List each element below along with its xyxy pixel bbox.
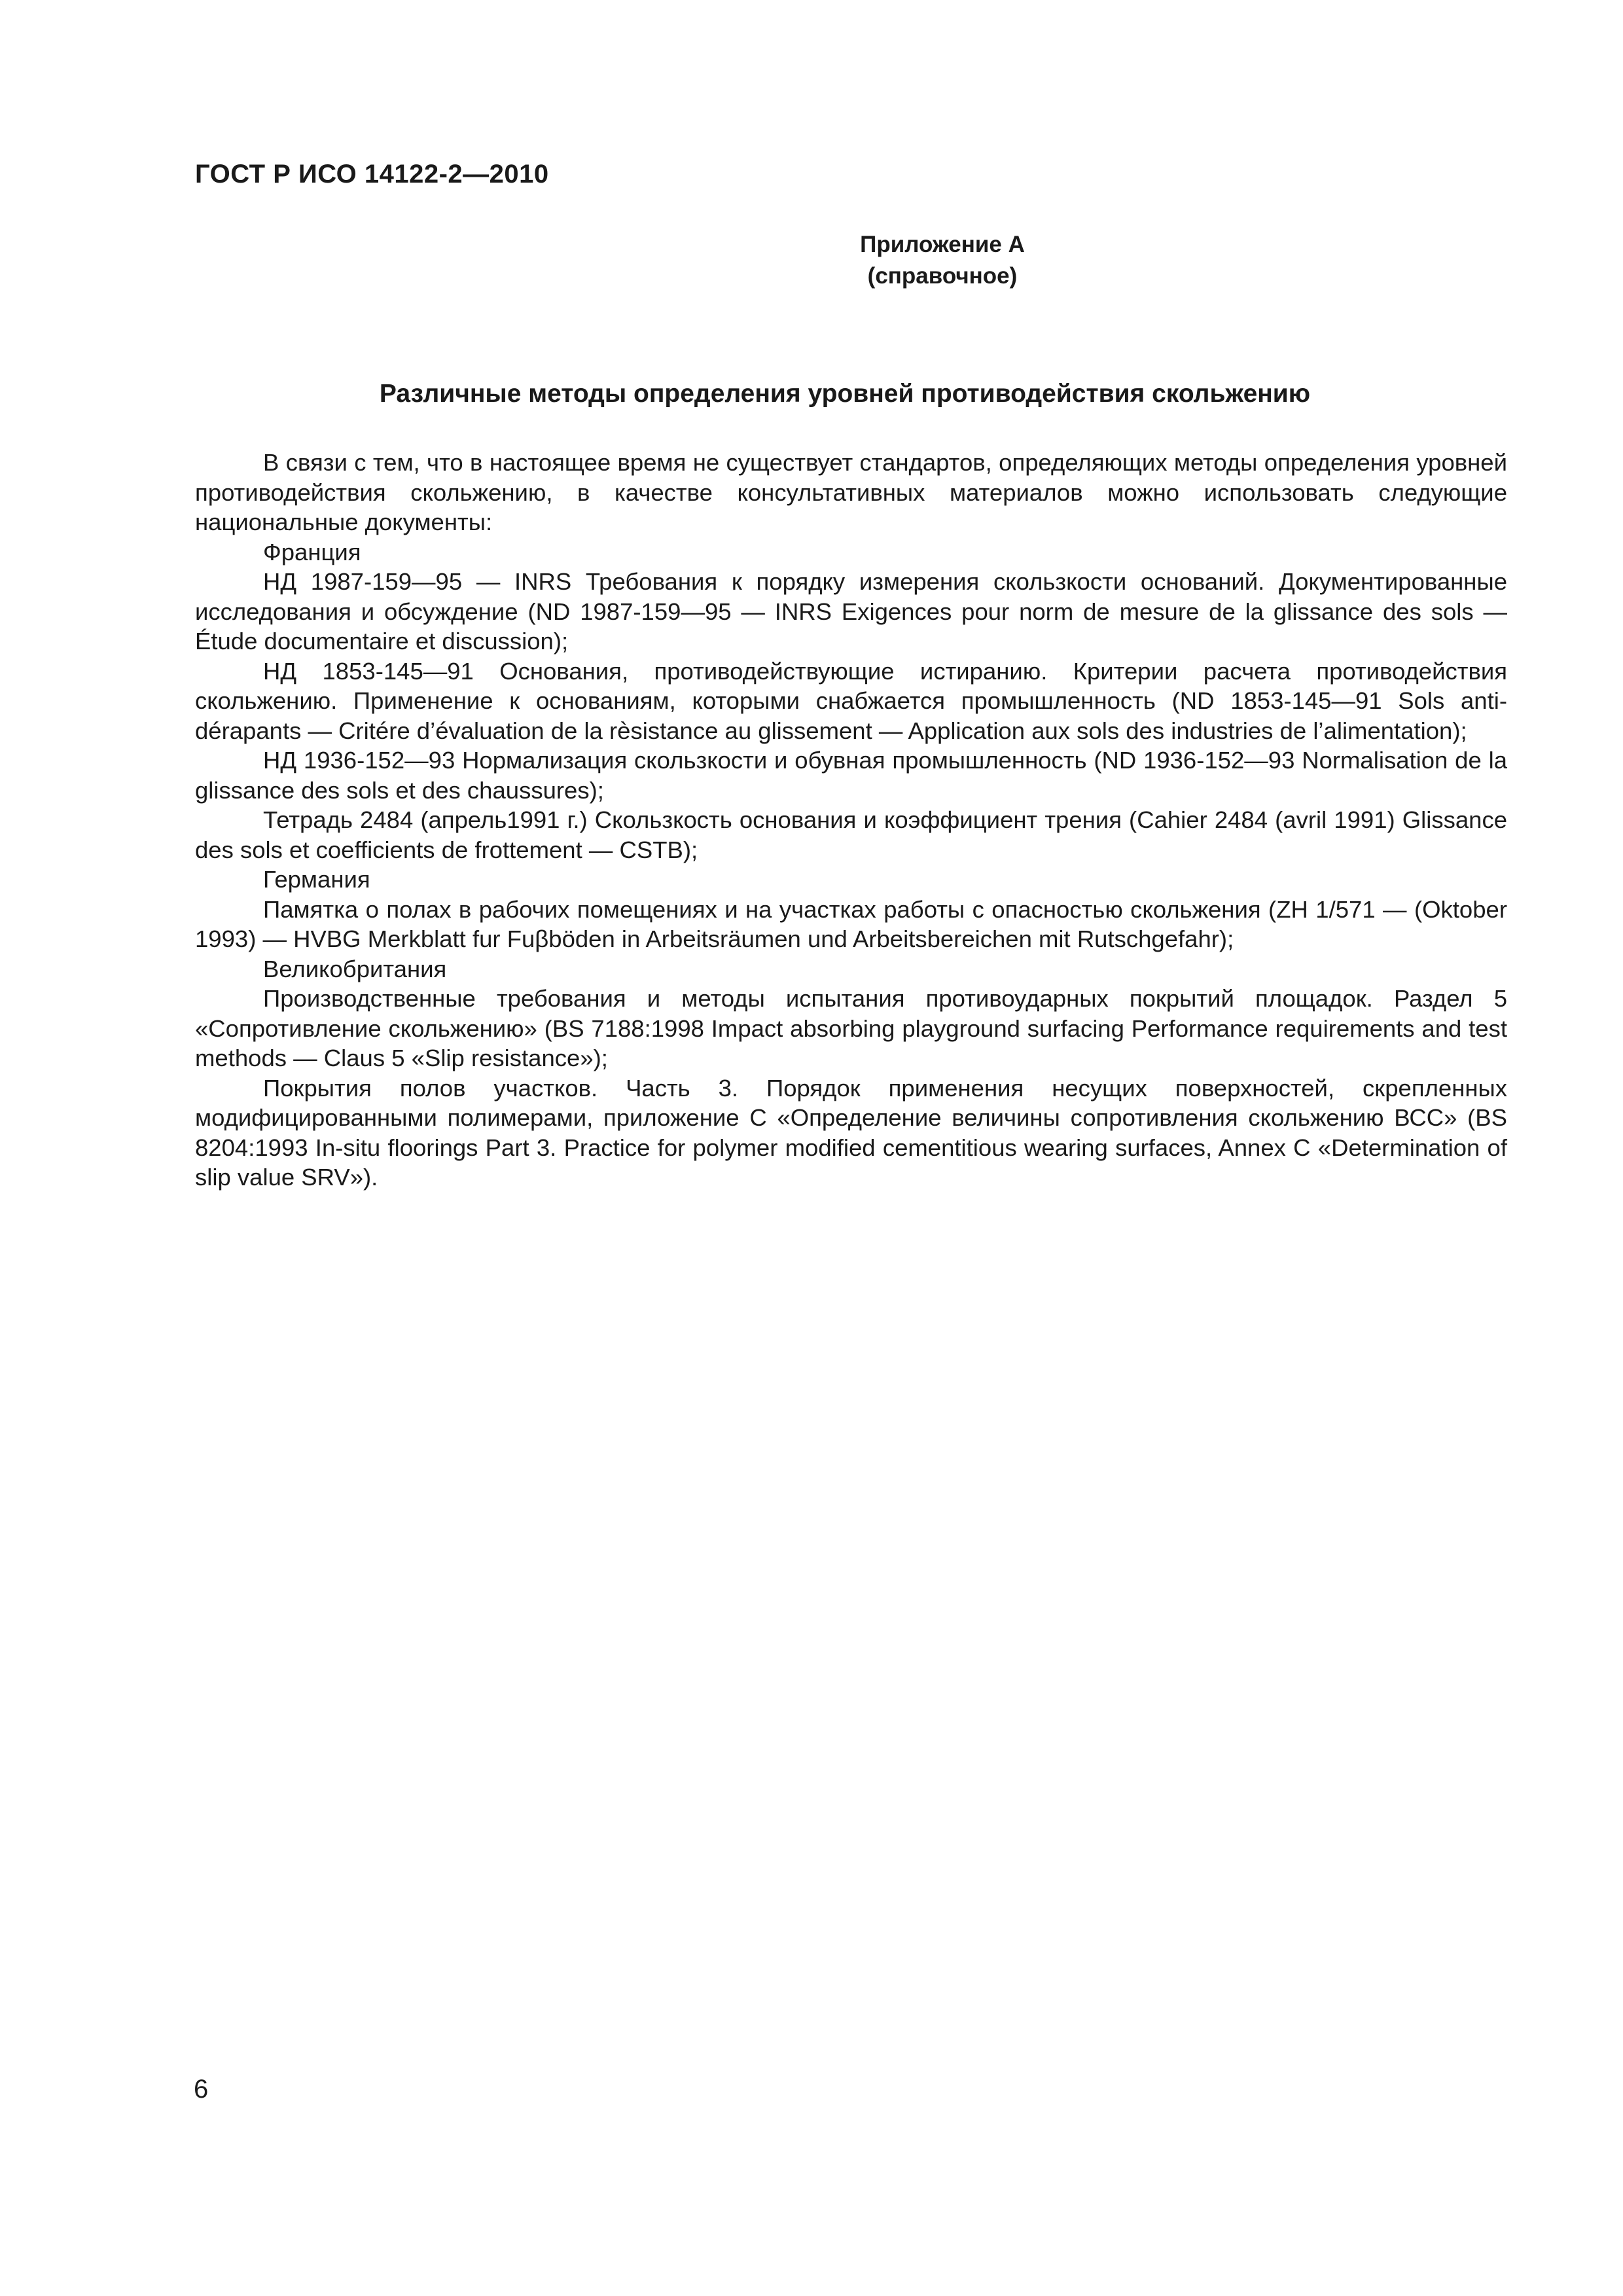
paragraph-nd-1987: НД 1987-159—95 — INRS Требования к порядку измерения скользкости оснований. Документированные исследования и обсуждение (ND 1987-159—95 — INRS Exigences pour norm de mesure de la glissance des sols — Étude documentaire et discussion); <box>195 568 1507 655</box>
page-number: 6 <box>194 2075 209 2104</box>
annex-heading <box>0 229 1623 292</box>
paragraph-intro: В связи с тем, что в настоящее время не существует стандартов, определяющих методы определения уровней противодействия скольжению, в качестве консультативных материалов можно использовать следующие национальные документы: <box>195 449 1507 535</box>
paragraph-cahier-2484: Тетрадь 2484 (апрель1991 г.) Скользкость основания и коэффициент трения (Cahier 2484 (avril 1991) Glissance des sols et coefficients de frottement — CSTB); <box>195 806 1507 863</box>
annex-label: Приложение А <box>860 232 1025 257</box>
paragraph-zh-1-571: Памятка о полах в рабочих помещениях и на участках работы с опасностью скольжения (ZH 1/571 — (Oktober 1993) — HVBG Merkblatt fur Fuβböden in Arbeitsräumen und Arbeitsbereichen mit Rutschgefahr); <box>195 895 1507 952</box>
paragraph-bs-8204: Покрытия полов участков. Часть 3. Порядок применения несущих поверхностей, скрепленных модифицированными полимерами, приложение С «Определение величины сопротивления скольжению ВСС» (BS 8204:1993 In-situ floorings Part 3. Practice for polymer modified cementitious wearing surfaces, Annex C «Determination of slip value SRV»). <box>195 1074 1507 1191</box>
paragraph-country-germany: Германия <box>263 866 370 893</box>
annex-title: Различные методы определения уровней противодействия скольжению <box>379 380 1311 408</box>
annex-body <box>195 448 1507 1193</box>
paragraph-nd-1853: НД 1853-145—91 Основания, противодействующие истиранию. Критерии расчета противодействия скольжению. Применение к основаниям, которыми снабжается промышленность (ND 1853-145—91 Sols anti-dérapants — Critére d’évaluation de la rèsistance au glissement — Application aux sols des industries de l’alimentation); <box>195 657 1507 744</box>
paragraph-nd-1936: НД 1936-152—93 Нормализация скользкости и обувная промышленность (ND 1936-152—93 Normalisation de la glissance des sols et des chaussures); <box>195 747 1507 804</box>
paragraph-country-uk: Великобритания <box>263 955 447 982</box>
paragraph-bs-7188: Производственные требования и методы испытания противоударных покрытий площадок. Раздел 5 «Сопротивление скольжению» (BS 7188:1998 Impact absorbing playground surfacing Performance requirements and test methods — Claus 5 «Slip resistance»); <box>195 985 1507 1071</box>
annex-type: (справочное) <box>867 263 1018 289</box>
document-code: ГОСТ Р ИСО 14122-2—2010 <box>195 160 549 188</box>
paragraph-country-france: Франция <box>263 538 361 565</box>
